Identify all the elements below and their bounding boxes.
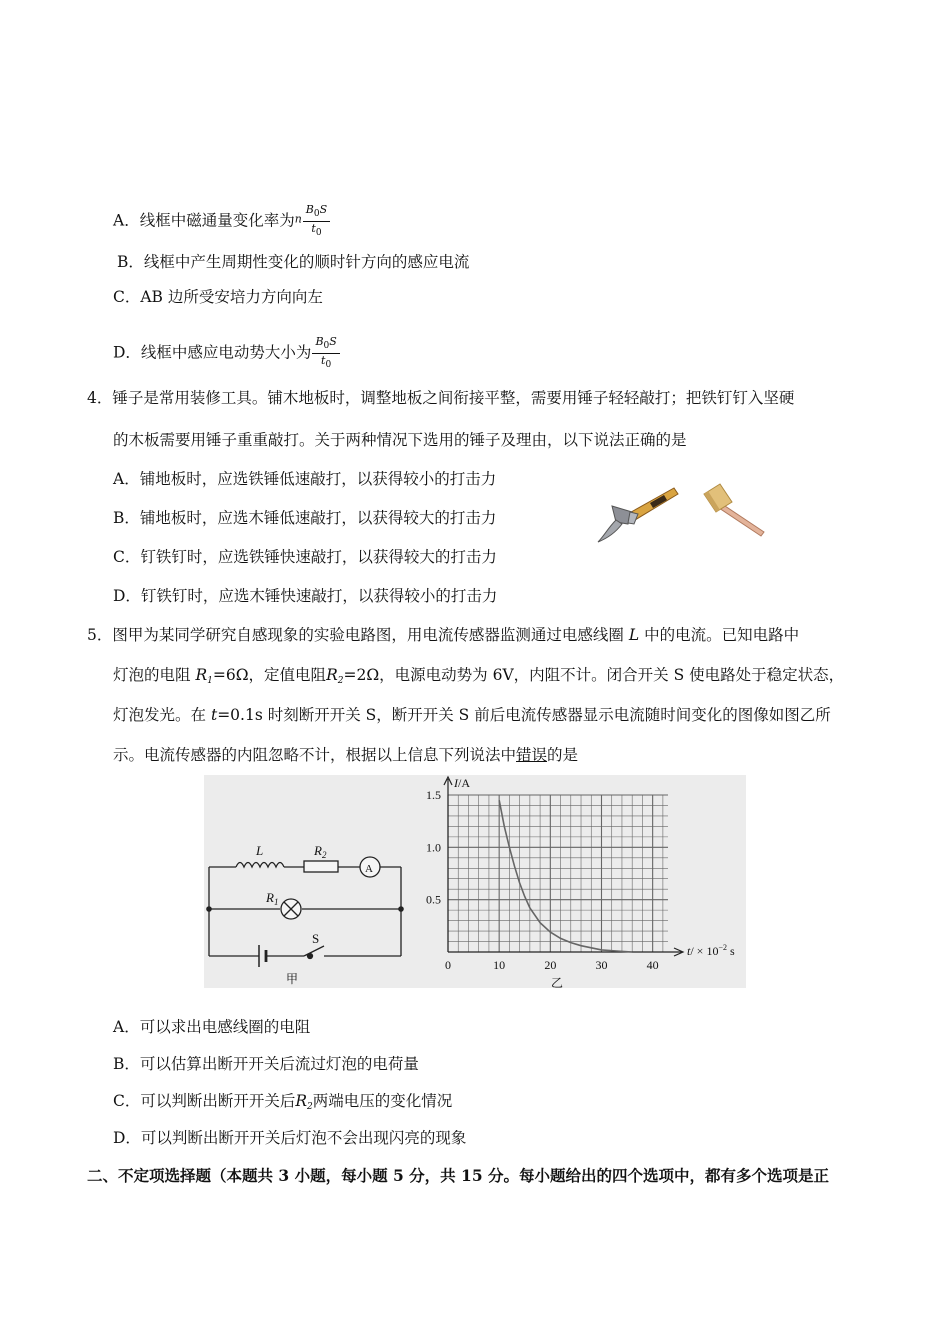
q5-stem-line3: 灯泡发光。在 t=0.1s 时刻断开开关 S，断开开关 S 前后电流传感器显示电流随时间变化的图像如图乙所 <box>113 706 831 724</box>
q4-stem-line2: 的木板需要用锤子重重敲打。关于两种情况下选用的锤子及理由，以下说法正确的是 <box>113 431 687 449</box>
r2-label: $R_2$ <box>314 843 327 860</box>
junction-dot-left <box>206 906 212 912</box>
q5-option-d: D．可以判断出断开开关后灯泡不会出现闪亮的现象 <box>113 1129 467 1147</box>
q4-option-b: B．铺地板时，应选木锤低速敲打，以获得较大的打击力 <box>113 509 497 527</box>
wooden-mallet-image <box>698 480 770 540</box>
q3-option-a: A．线框中磁通量变化率为n $\frac{B_0S}{t_0}$ <box>113 203 330 240</box>
y-tick-label: 0.5 <box>426 892 441 907</box>
q4-option-d: D．钉铁钉时，应选木锤快速敲打，以获得较小的打击力 <box>113 587 498 605</box>
fraction-b0s-over-t0: $\frac{B_0S}{t_0}$ <box>303 203 330 240</box>
circuit-and-graph <box>204 775 746 988</box>
resistor-r2 <box>304 861 338 872</box>
iron-hammer-image <box>594 476 684 548</box>
x-tick-label: 10 <box>493 958 506 972</box>
q4-option-c: C．钉铁钉时，应选铁锤快速敲打，以获得较大的打击力 <box>113 548 497 566</box>
y-tick-label: 1.5 <box>426 788 441 802</box>
switch-lever <box>304 946 324 956</box>
q3-option-d: D．线框中感应电动势大小为 $\frac{B_0S}{t_0}$ <box>113 335 340 372</box>
r1-label: $R_1$ <box>266 890 279 907</box>
q5-option-c: C．可以判断出断开开关后$R_2$两端电压的变化情况 <box>113 1092 453 1112</box>
q4-stem-line1: 4．锤子是常用装修工具。铺木地板时，调整地板之间衔接平整，需要用锤子轻轻敲打；把铁钉钉入坚硬 <box>87 389 795 407</box>
inductor-coil <box>236 863 284 868</box>
current-decay-curve <box>499 800 632 952</box>
circuit-caption: 甲 <box>286 972 299 986</box>
fraction-b0s-over-t0: $\frac{B_0S}{t_0}$ <box>312 335 339 372</box>
q3-option-b: B．线框中产生周期性变化的顺时针方向的感应电流 <box>117 253 470 271</box>
q5-option-a: A．可以求出电感线圈的电阻 <box>113 1018 311 1036</box>
inductor-label: L <box>256 843 264 858</box>
section-2-heading: 二、不定项选择题（本题共 3 小题，每小题 5 分，共 15 分。每小题给出的四个选项中，都有多个选项是正 <box>87 1166 830 1185</box>
y-tick-label: 1.0 <box>426 840 441 855</box>
x-tick-label: 0 <box>445 958 451 972</box>
x-tick-label: 40 <box>646 958 659 972</box>
q3-option-c: C．AB 边所受安培力方向向左 <box>113 288 323 306</box>
y-axis-label: I/A <box>454 776 470 790</box>
graph-caption: 乙 <box>551 976 564 988</box>
q5-stem-line2: 灯泡的电阻 $R_1=6\Omega$，定值电阻$R_2=2\Omega$，电源电动势为 6V，内阻不计。闭合开关 S 使电路处于稳定状态， <box>113 666 845 686</box>
q5-option-b: B．可以估算出断开开关后流过灯泡的电荷量 <box>113 1055 419 1073</box>
graph-grid <box>448 795 668 952</box>
q4-option-a: A．铺地板时，应选铁锤低速敲打，以获得较小的打击力 <box>113 470 497 488</box>
x-tick-label: 20 <box>544 958 557 972</box>
junction-dot-right <box>398 906 404 912</box>
n-symbol: n <box>294 212 302 226</box>
q5-stem-line1: 5．图甲为某同学研究自感现象的实验电路图，用电流传感器监测通过电感线圈 L 中的电流。已知电路中 <box>87 626 800 644</box>
x-tick-label: 30 <box>595 958 608 972</box>
q5-stem-line4: 示。电流传感器的内阻忽略不计，根据以上信息下列说法中错误的是 <box>113 746 579 764</box>
q5-figure <box>204 775 746 988</box>
ammeter-label: A <box>365 863 373 875</box>
x-axis-label: $t/ \times 10^{-2}$ s <box>687 943 735 958</box>
graph-axes <box>444 777 683 956</box>
switch-label: S <box>312 931 320 946</box>
